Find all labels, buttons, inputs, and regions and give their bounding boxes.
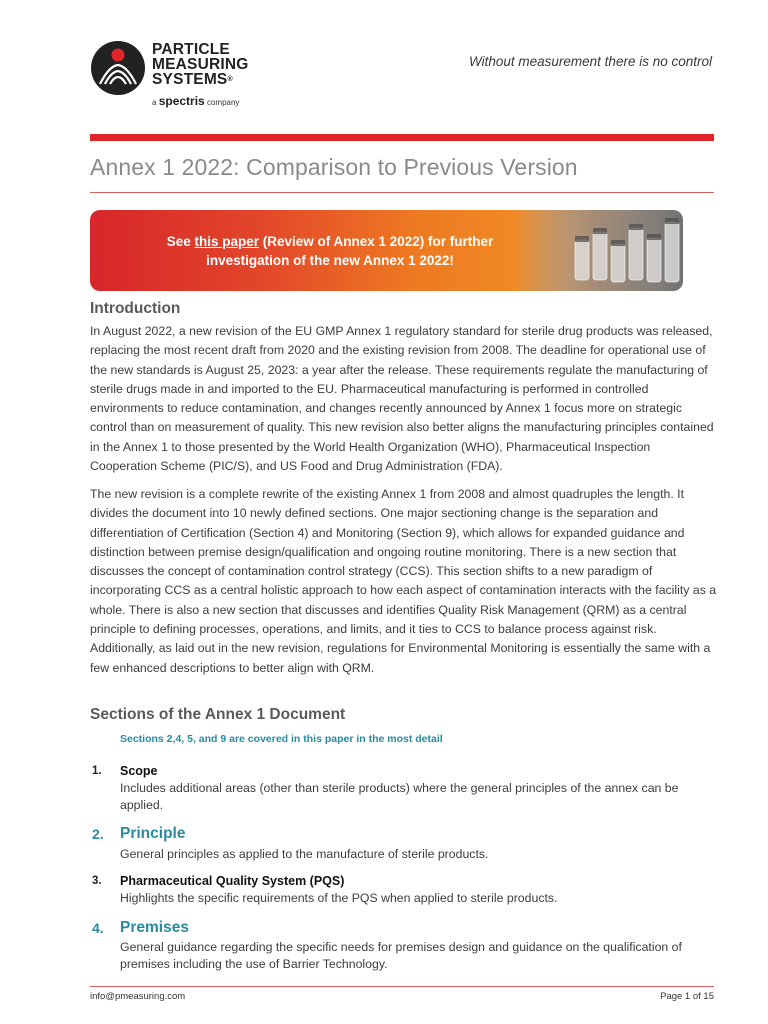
sections-heading: Sections of the Annex 1 Document	[90, 706, 346, 723]
introduction-paragraph-1: In August 2022, a new revision of the EU GMP Annex 1 regulatory standard for sterile drug products was released, replacing the most recent draft from 2020 and the existing revision from 2008. The deadline for operational use of the new standards is August 25, 2023: a year after the release. These requirements regulate the manufacturing of sterile drugs made in and imported to the EU. Pharmaceutical manufacturing is performed in controlled environments to reduce contamination, and changes recently announced by Annex 1 focus more on strategic control than on measurement of quality. This new revision also better aligns the manufacturing principles contained in the Annex 1 to those presented by the World Health Organization (WHO), Pharmaceutical Inspection Cooperation Scheme (PIC/S), and US Food and Drug Administration (FDA).	[90, 324, 714, 474]
company-logo-text: PARTICLE MEASURING SYSTEMS®	[152, 41, 249, 88]
section-description: Highlights the specific requirements of the PQS when applied to sterile products.	[120, 891, 558, 905]
section-number: 1.	[92, 765, 102, 777]
section-title: Scope	[120, 764, 158, 778]
section-number: 2.	[92, 826, 104, 842]
section-number: 3.	[92, 875, 102, 887]
parent-company-label: a spectris company	[152, 94, 240, 108]
page-number: Page 1 of 15	[660, 991, 714, 1002]
section-description: Includes additional areas (other than sterile products) where the general principles of the annex can be applied.	[120, 781, 679, 812]
footer-divider	[90, 986, 714, 987]
promo-banner	[90, 210, 683, 291]
section-description: General guidance regarding the specific needs for premises design and guidance on the qualification of premises including the use of Barrier Technology.	[120, 940, 682, 971]
section-title: Principle	[120, 825, 186, 842]
introduction-paragraph-2: The new revision is a complete rewrite of the existing Annex 1 from 2008 and almost quadruples the length. It divides the document into 10 newly defined sections. One major sectioning change is the separation and differentiation of Certification (Section 4) and Monitoring (Section 9), which allows for expanded guidance and distinction between premise design/qualification and ongoing routine monitoring. There is a new section that discusses the concept of contamination control strategy (CCS). This section shifts to a new paradigm of incorporating CCS as a central holistic approach to how each aspect of contamination interacts with the facility as a whole. There is also a new section that discusses and identifies Quality Risk Management (QRM) as a central principle to defining processes, operations, and limits, and it ties to CCS to balance process against risk. Additionally, as laid out in the new revision, regulations for Environmental Monitoring is essentially the same with a few enhanced descriptions to better align with QRM.	[90, 487, 717, 675]
this-paper-link[interactable]: this paper	[194, 234, 259, 249]
section-title: Premises	[120, 919, 189, 936]
section-title: Pharmaceutical Quality System (PQS)	[120, 874, 345, 888]
section-description: General principles as applied to the manufacture of sterile products.	[120, 847, 489, 861]
title-divider	[90, 192, 714, 193]
document-title: Annex 1 2022: Comparison to Previous Version	[90, 154, 578, 180]
section-number: 4.	[92, 920, 104, 936]
introduction-heading: Introduction	[90, 300, 181, 317]
vials-image-icon	[513, 210, 683, 291]
footer-email: info@pmeasuring.com	[90, 991, 186, 1002]
tagline: Without measurement there is no control	[469, 54, 712, 69]
banner-text: See this paper (Review of Annex 1 2022) for further investigation of the new Annex 1 2022!	[166, 234, 494, 268]
company-logo-icon	[90, 40, 146, 96]
header-divider	[90, 134, 714, 141]
sections-note: Sections 2,4, 5, and 9 are covered in this paper in the most detail	[120, 733, 443, 745]
